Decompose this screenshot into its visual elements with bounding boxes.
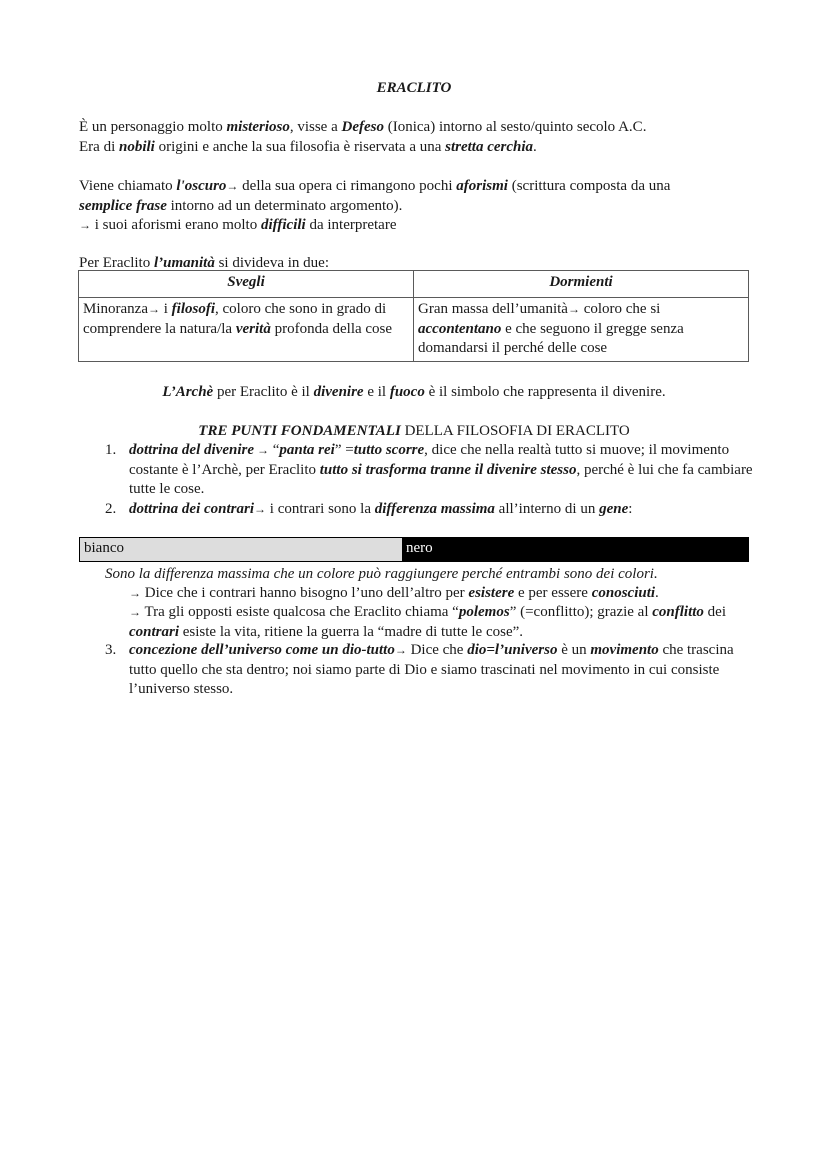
text: è un [557, 642, 591, 658]
emphasis: tutto si trasforma tranne il divenire stesso [319, 461, 577, 478]
text: , coloro che sono in grado di comprendere la natura/la [83, 301, 387, 337]
intro-paragraph [79, 118, 759, 157]
text: Gran massa dell’umanità [418, 301, 568, 317]
arrow-icon: → [129, 586, 141, 600]
list-item [79, 641, 759, 700]
text: e che seguono il gregge senza domandarsi il perché delle cose [418, 320, 684, 356]
arrow-icon: → [129, 605, 141, 619]
emphasis: polemos [458, 604, 510, 620]
sub-point [129, 584, 759, 604]
text: e per essere [514, 585, 592, 601]
text: profonda della cose [270, 320, 393, 337]
emphasis: filosofi [171, 301, 215, 317]
emphasis: esistere [468, 585, 515, 601]
oscuro-paragraph [79, 177, 759, 236]
emphasis: l’umanità [153, 255, 215, 271]
text: ” = [334, 442, 354, 458]
text: Tra gli opposti esiste qualcosa che Eraclito chiama “ [141, 604, 459, 620]
emphasis: movimento [590, 642, 659, 658]
emphasis: verità [235, 320, 271, 337]
table-row [79, 298, 749, 362]
emphasis: l'oscuro [176, 178, 227, 194]
text: ” (=conflitto); grazie al [509, 604, 653, 620]
text: si divideva in due: [214, 255, 329, 271]
arrow-icon: → [79, 218, 91, 232]
table-header-dormienti: Dormienti [414, 271, 749, 298]
emphasis: misterioso [226, 119, 290, 135]
table-header-svegli: Svegli [79, 271, 414, 298]
text: , visse a [289, 119, 342, 135]
emphasis: aforismi [456, 178, 508, 194]
arrow-icon: → [394, 643, 407, 657]
emphasis: tutto scorre [353, 442, 425, 458]
table-cell-dormienti [414, 298, 749, 362]
arrow-icon: → [254, 501, 267, 516]
text: , dice che nella realtà tutto si muove; il movimento costante è l’Archè, per Eraclito [129, 442, 730, 478]
emphasis: conosciuti [591, 585, 656, 601]
contrast-bar [79, 537, 749, 562]
text: DELLA FILOSOFIA DI ERACLITO [400, 423, 630, 439]
contrast-nero: nero [402, 538, 748, 561]
text: Viene chiamato [79, 178, 177, 194]
emphasis: conflitto [652, 604, 704, 620]
emphasis: semplice frase [79, 197, 167, 214]
text: intorno ad un determinato argomento). [166, 197, 403, 214]
emphasis: stretta cerchia [445, 138, 534, 155]
text: È un personaggio molto [79, 119, 227, 135]
text: esiste la vita, ritiene la guerra la “madre di tutte le cose”. [179, 623, 524, 640]
emphasis: dio=l’universo [467, 642, 558, 658]
emphasis: panta rei [279, 442, 335, 458]
emphasis: accontentano [418, 320, 502, 337]
emphasis: dottrina dei contrari [129, 500, 255, 517]
text: è il simbolo che rappresenta il divenire. [424, 384, 666, 400]
table-cell-svegli [79, 298, 414, 362]
emphasis: TRE PUNTI FONDAMENTALI [198, 423, 401, 439]
arrow-icon: → [567, 302, 580, 316]
emphasis: dottrina del divenire [129, 442, 254, 458]
text: Minoranza [83, 301, 148, 317]
section-heading [0, 423, 828, 440]
text: i suoi aforismi erano molto [91, 217, 261, 233]
text: . [655, 585, 659, 601]
emphasis: gene [599, 500, 629, 517]
text: della sua opera ci rimangono pochi [238, 178, 457, 194]
emphasis: difficili [260, 217, 306, 233]
list-item [79, 441, 759, 500]
list-item [79, 500, 759, 520]
arche-line [0, 384, 828, 401]
emphasis: concezione dell’universo come un dio-tutto [129, 642, 395, 658]
table-header-row [79, 271, 749, 298]
text: i contrari sono la [266, 500, 375, 517]
contrast-bianco: bianco [80, 538, 402, 561]
points-list [79, 441, 759, 519]
contrast-note: Sono la differenza massima che un colore può raggiungere perché entrambi sono dei colori. [105, 566, 658, 582]
text: dei [703, 604, 726, 620]
arrow-icon: → [226, 179, 239, 193]
text: Dice che i contrari hanno bisogno l’uno dell’altro per [141, 585, 469, 601]
emphasis: Defeso [341, 119, 384, 135]
text: , perché è lui che fa cambiare tutte le cose. [129, 461, 753, 497]
points-list [79, 641, 759, 700]
svegli-dormienti-table [78, 270, 749, 362]
emphasis: L’Archè [162, 384, 214, 400]
page-title: ERACLITO [376, 80, 452, 96]
text: per Eraclito è il [213, 384, 314, 400]
emphasis: contrari [129, 623, 180, 640]
text: e il [363, 384, 390, 400]
text: origini e anche la sua filosofia è riservata a una [154, 138, 446, 155]
text: da interpretare [305, 217, 397, 233]
text: all’interno di un [494, 500, 600, 517]
list-number: 2. [105, 500, 117, 517]
text: (Ionica) intorno al sesto/quinto secolo A.C. [383, 119, 647, 135]
text: Per Eraclito [79, 255, 154, 271]
emphasis: divenire [313, 384, 364, 400]
text: : [628, 500, 633, 517]
text: . [533, 138, 537, 155]
emphasis: nobili [118, 138, 155, 155]
list-number: 3. [105, 642, 117, 658]
text: Dice che [406, 642, 468, 658]
text: che trascina tutto quello che sta dentro; noi siamo parte di Dio e siamo trascinati nel movimento in cui consiste l’universo stesso. [129, 642, 734, 697]
text: “ [269, 442, 280, 458]
text: i [159, 301, 172, 317]
text: (scrittura composta da una [507, 178, 671, 194]
sub-point [129, 603, 759, 642]
arrow-icon: → [147, 302, 160, 316]
list-number: 1. [105, 442, 117, 458]
text: Era di [79, 138, 119, 155]
text: coloro che si [579, 301, 661, 317]
emphasis: fuoco [389, 384, 425, 400]
arrow-icon: → [257, 443, 269, 457]
emphasis: differenza massima [374, 500, 495, 517]
